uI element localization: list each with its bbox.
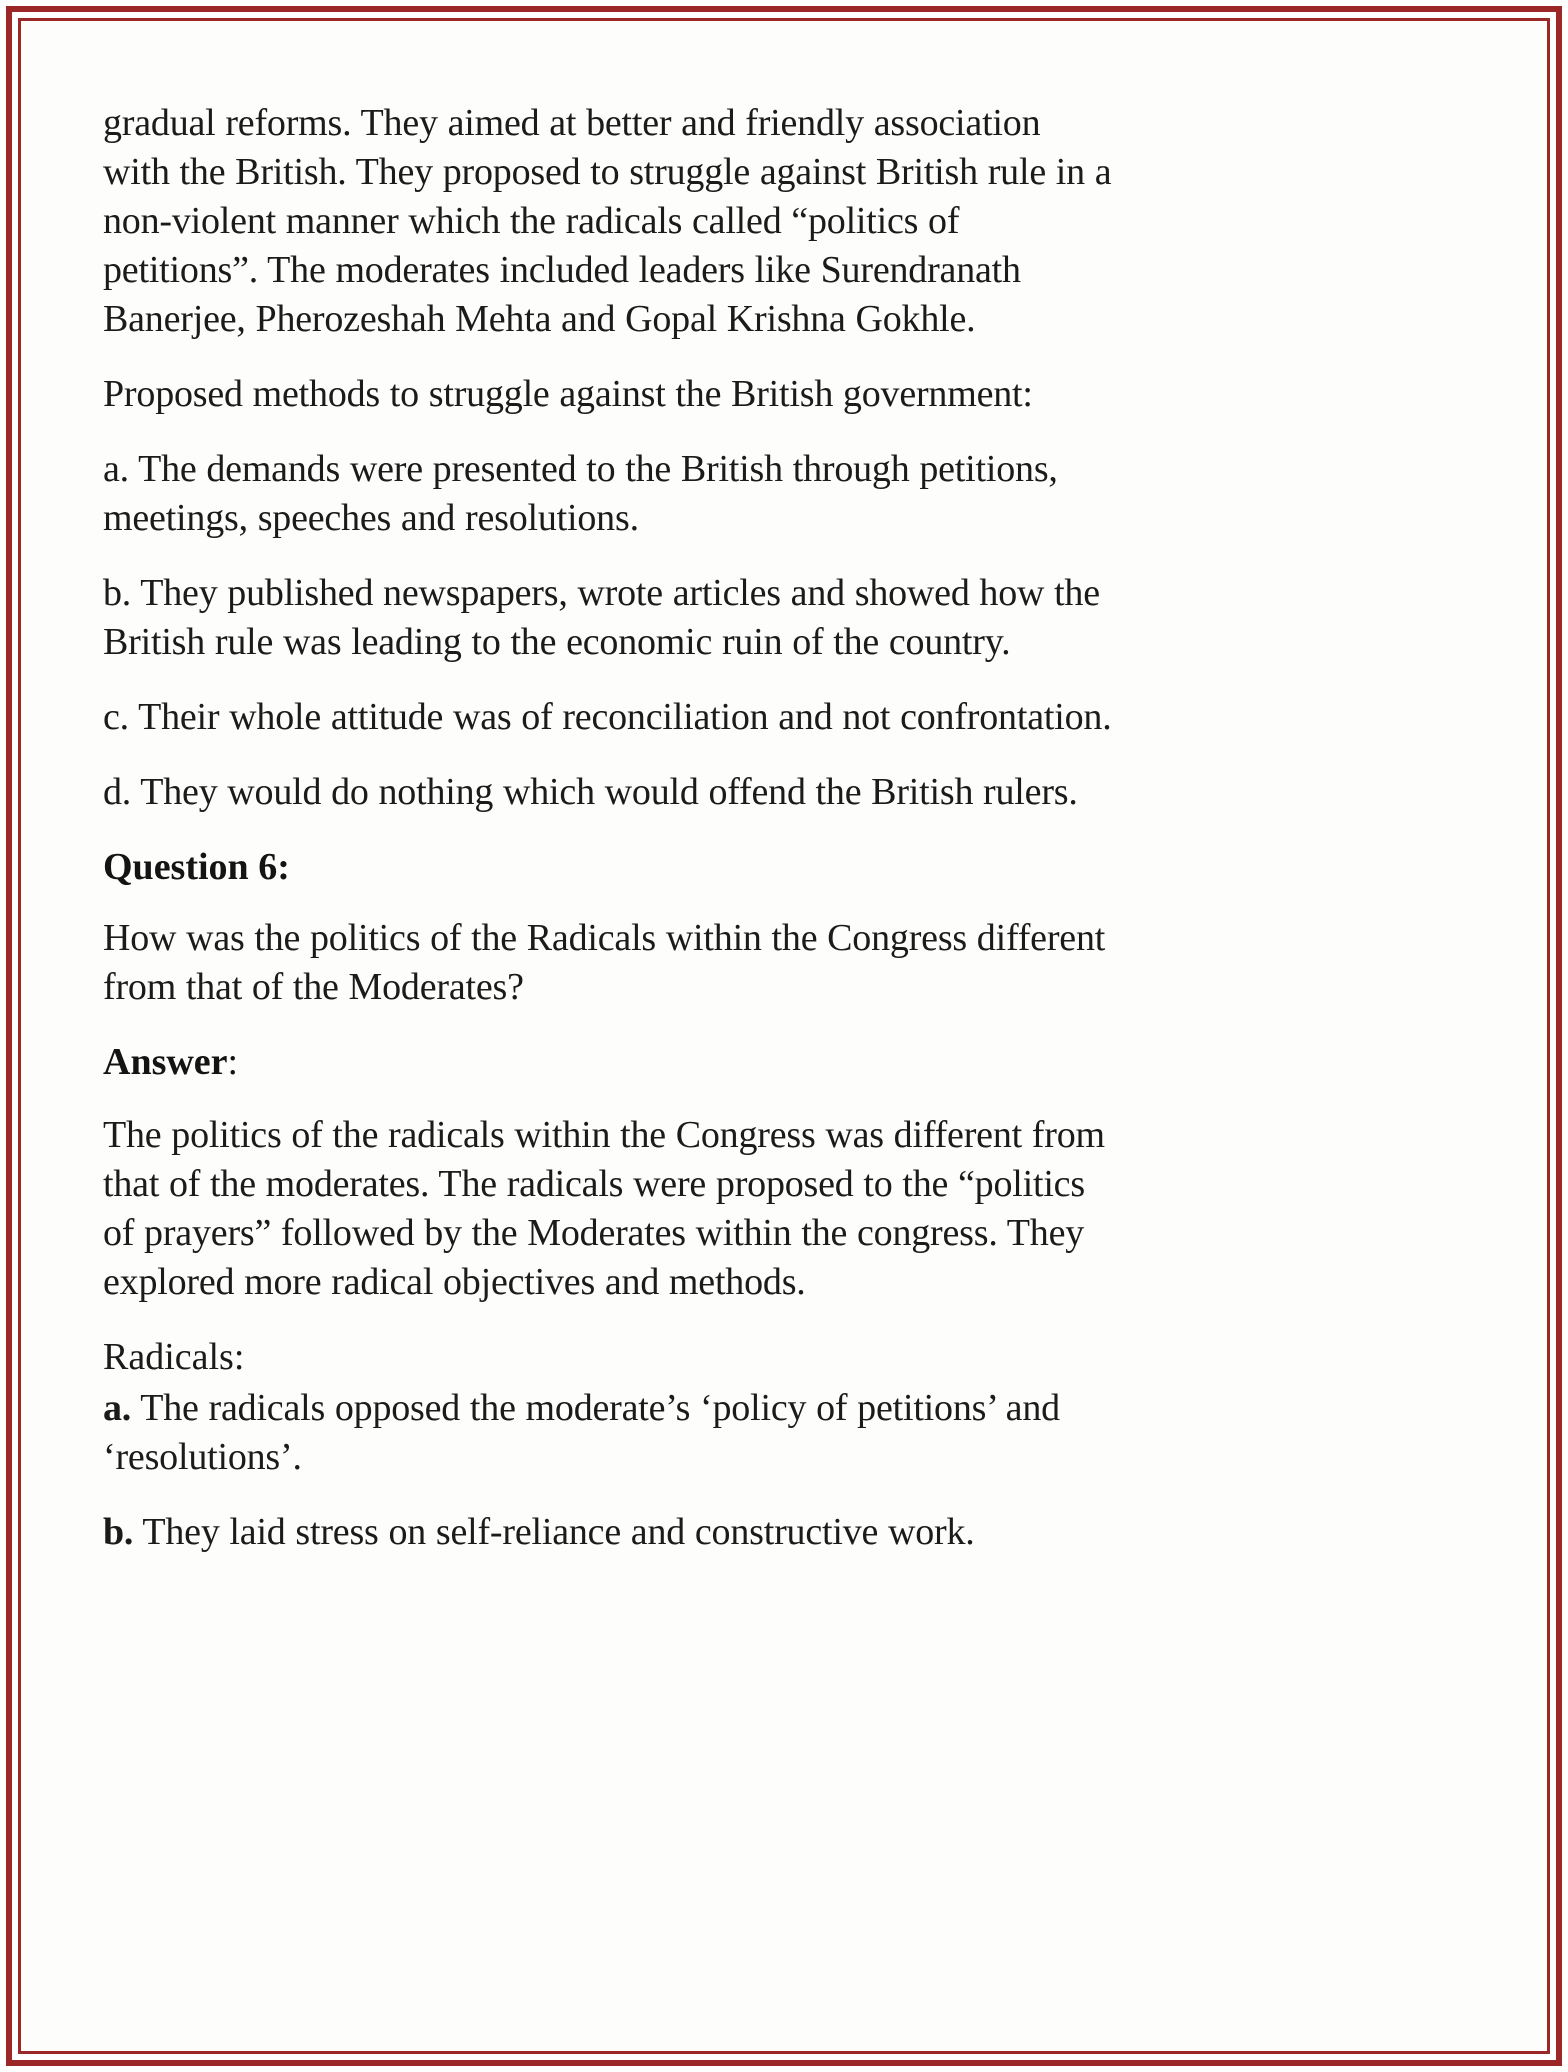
question-text: How was the politics of the Radicals within the Congress different from that of the Moderates?	[103, 917, 1106, 1008]
method-item-b: b. They published newspapers, wrote articles and showed how the British rule was leading to the economic ruin of the country.	[103, 572, 1100, 663]
paragraph-continuation: gradual reforms. They aimed at better and friendly association with the British. They proposed to struggle against British rule in a non-violent manner which the radicals called “politics of petitions”. The moderates included leaders like Surendranath Banerjee, Pherozeshah Mehta and Gopal Krishna Gokhle.	[103, 102, 1112, 340]
answer-label	[103, 1038, 1115, 1087]
method-item-d: d. They would do nothing which would offend the British rulers.	[103, 771, 1078, 813]
radicals-point-b	[103, 1508, 1115, 1557]
text-column	[103, 99, 1115, 1583]
radicals-subheading: Radicals:	[103, 1336, 245, 1378]
page-border-inner	[18, 18, 1550, 2054]
answer-label-colon: :	[227, 1041, 239, 1083]
radicals-point-b-text: They laid stress on self-reliance and constructive work.	[133, 1511, 975, 1553]
proposed-methods-intro: Proposed methods to struggle against the British government:	[103, 373, 1033, 415]
answer-paragraph: The politics of the radicals within the Congress was different from that of the moderates. The radicals were proposed to the “politics of prayers” followed by the Moderates within the congress. They explored more radical objectives and methods.	[103, 1114, 1105, 1303]
method-item-c: c. Their whole attitude was of reconciliation and not confrontation.	[103, 696, 1112, 738]
radicals-point-a-text: The radicals opposed the moderate’s ‘policy of petitions’ and ‘resolutions’.	[103, 1387, 1060, 1478]
radicals-point-a	[103, 1384, 1115, 1482]
radicals-point-a-marker: a.	[103, 1387, 132, 1429]
radicals-point-b-marker: b.	[103, 1511, 134, 1553]
question-heading: Question 6:	[103, 846, 290, 888]
method-item-a: a. The demands were presented to the British through petitions, meetings, speeches and resolutions.	[103, 448, 1058, 539]
answer-label-word: Answer	[103, 1041, 228, 1083]
